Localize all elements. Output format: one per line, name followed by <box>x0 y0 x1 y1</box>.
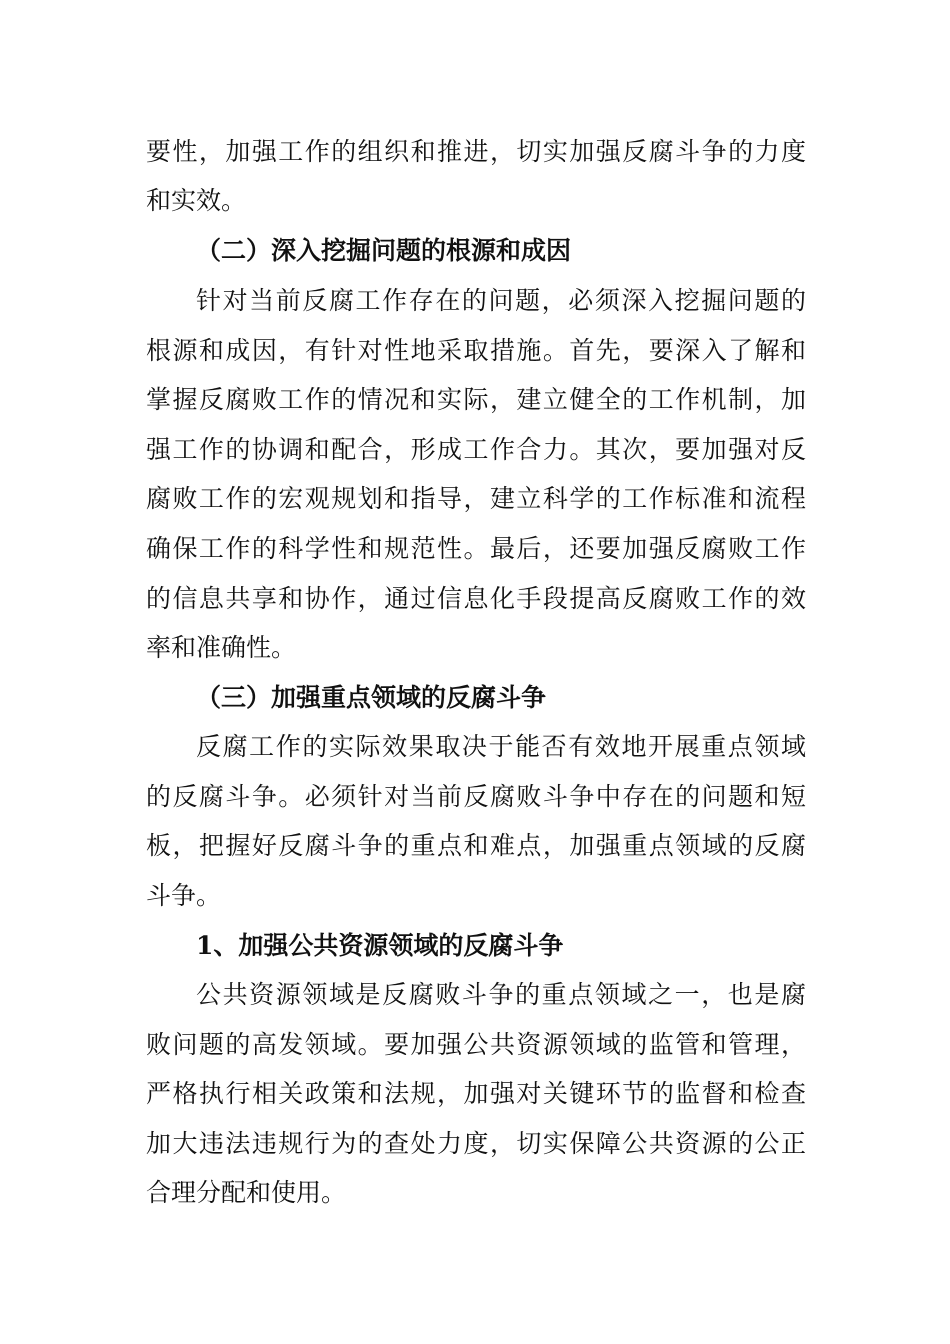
paragraph-line: 反腐工作的实际效果取决于能否有效地开展重点领域 <box>196 732 806 761</box>
paragraph-line: 合理分配和使用。 <box>146 1178 347 1207</box>
paragraph-line: 板，把握好反腐斗争的重点和难点，加强重点领域的反腐 <box>146 831 806 860</box>
subsection-heading: 1、加强公共资源领域的反腐斗争 <box>196 931 564 960</box>
section-heading: （二）深入挖掘问题的根源和成因 <box>196 236 572 265</box>
paragraph-line: 确保工作的科学性和规范性。最后，还要加强反腐败工作 <box>146 534 806 563</box>
paragraph-line: 严格执行相关政策和法规，加强对关键环节的监督和检查 <box>146 1079 806 1108</box>
paragraph-line: 率和准确性。 <box>146 633 297 662</box>
paragraph-line: 和实效。 <box>146 186 247 215</box>
paragraph-line: 针对当前反腐工作存在的问题，必须深入挖掘问题的 <box>196 286 806 315</box>
paragraph-line: 的信息共享和协作，通过信息化手段提高反腐败工作的效 <box>146 584 806 613</box>
paragraph-line: 根源和成因，有针对性地采取措施。首先，要深入了解和 <box>146 336 806 365</box>
paragraph-line: 加大违法违规行为的查处力度，切实保障公共资源的公正 <box>146 1129 806 1158</box>
paragraph-line: 腐败工作的宏观规划和指导，建立科学的工作标准和流程 <box>146 484 806 513</box>
paragraph-line: 要性，加强工作的组织和推进，切实加强反腐斗争的力度 <box>146 137 806 166</box>
paragraph-line: 掌握反腐败工作的情况和实际，建立健全的工作机制，加 <box>146 385 806 414</box>
paragraph-line: 斗争。 <box>146 881 222 910</box>
paragraph-line: 的反腐斗争。必须针对当前反腐败斗争中存在的问题和短 <box>146 782 806 811</box>
paragraph-line: 败问题的高发领域。要加强公共资源领域的监管和管理， <box>146 1030 806 1059</box>
section-heading: （三）加强重点领域的反腐斗争 <box>196 683 547 712</box>
paragraph-line: 公共资源领域是反腐败斗争的重点领域之一，也是腐 <box>196 980 806 1009</box>
paragraph-line: 强工作的协调和配合，形成工作合力。其次，要加强对反 <box>146 435 806 464</box>
